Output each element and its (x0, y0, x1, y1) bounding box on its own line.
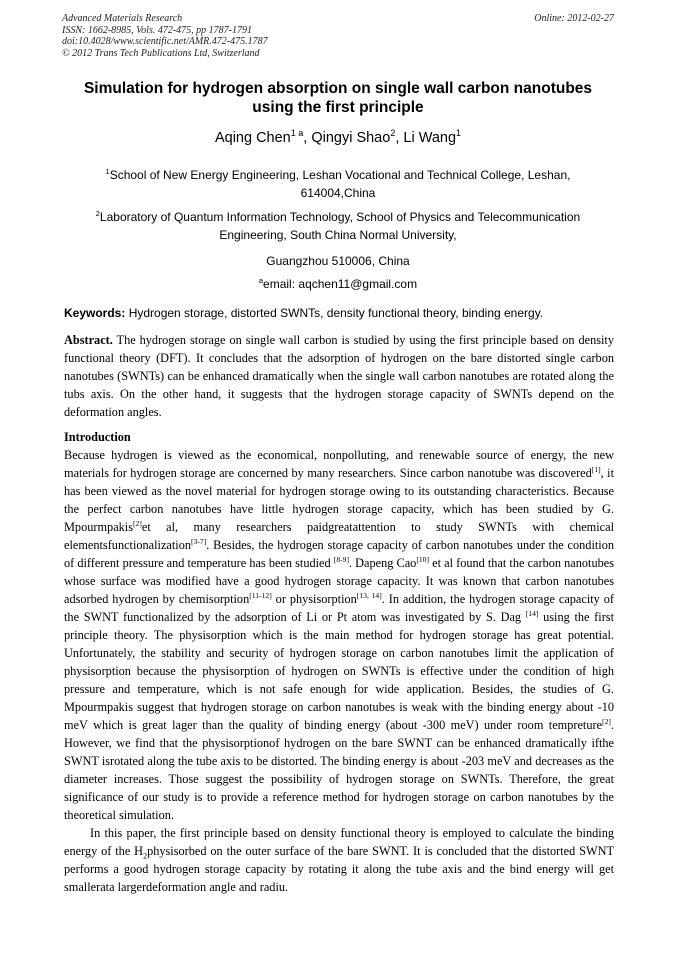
citation: [14] (525, 608, 539, 618)
author-2: Qingyi Shao (311, 130, 391, 146)
citation: [8-9] (333, 554, 349, 564)
affiliation-2-line-2: Engineering, South China Normal University, (219, 228, 457, 242)
citation: [1] (591, 464, 601, 474)
intro-text: Because hydrogen is viewed as the economical, nonpolluting, and renewable source of energy, the new materials for hydrogen storage are concerned by many researchers. Since carbon nanotube was discovered (64, 448, 614, 480)
author-list (62, 129, 614, 147)
abstract-text: The hydrogen storage on single wall carbon is studied by using the first principle based on density functional theory (DFT). It concludes that the adsorption of hydrogen on the bare distorted single carbon nanotubes (SWNTs) can be enhanced dramatically when the single wall carbon nanotubes are rotated along the tubs axis. On the other hand, it suggests that the hydrogen storage capacity of SWNTs depend on the deformation angles. (64, 333, 614, 419)
abstract (64, 331, 614, 421)
citation: [2] (602, 716, 611, 726)
affiliation-2-line-1 (62, 208, 614, 226)
title-line-2: using the first principle (252, 98, 424, 116)
affiliation-1-line-1 (62, 166, 614, 184)
author-sep-2: , (395, 130, 404, 146)
intro-text: . Besides, the hydrogen storage capacity of carbon nanotubes under the condition of different pressure and temperature has been studied (64, 538, 614, 570)
author-sep-1: , (303, 130, 312, 146)
journal-name: Advanced Materials Research (62, 13, 183, 24)
intro-text: . Dapeng Cao (349, 556, 417, 570)
keywords-text: Hydrogen storage, distorted SWNTs, density functional theory, binding energy. (125, 306, 544, 320)
intro-text: et al, many researchers paidgreatattention to study SWNTs with chemical elementsfunctionalization (64, 520, 614, 552)
citation: [13, 14] (356, 590, 382, 600)
keywords (64, 305, 616, 321)
intro-text: . In addition, the hydrogen storage capacity of the SWNT functionalized by the adsorption of Li or Pt atom was investigated by S. Dag (64, 592, 614, 624)
affiliation-2 (62, 208, 614, 244)
intro-text: , it has been viewed as the novel material for hydrogen storage owing to its outstanding characteristics. Because the perfect carbon nanotubes have little hydrogen storage capacity, which has been studied by G. Mpourmpakis (64, 466, 614, 534)
abstract-label: Abstract. (64, 333, 113, 347)
intro-text: et al found that the carbon nanotubes whose surface was modified have a good hydrogen storage capacity. It was known that carbon nanotubes adsorbed hydrogen by chemisorption (64, 556, 614, 606)
citation: [2] (133, 518, 142, 528)
introduction-paragraph-1 (64, 446, 614, 824)
author-1-sup: 1 a (290, 128, 304, 139)
author-3: Li Wang (403, 130, 457, 146)
citation: [10] (416, 554, 430, 564)
intro-text: physisorbed on the outer surface of the bare SWNT. It is concluded that the distorted SWNT performs a good hydrogen storage capacity by rotating it along the tube axis and the bind energy will get smallerata largerdeformation angle and radiu. (64, 844, 614, 894)
intro-text: or physisorption (271, 592, 357, 606)
email-sup: a (258, 276, 264, 285)
affiliation-1-line-2: 614004,China (300, 186, 376, 200)
intro-text: using the first principle theory. The physisorption which is the main method for hydrogen storage has great potential. Unfortunately, the stability and security of hydrogen storage on carbon nanotubes limit the application of physisorption because the physisorption of hydrogen on SWNTs is effective under the condition of high pressure and temperature, which is not safe enough for wide application. Besides, the studies of G. Mpourmpakis suggest that hydrogen storage on carbon nanotubes is weak with the binding energy about -10 meV which is great lager than the quality of binding energy (about -300 meV) under room tempreture (64, 610, 614, 732)
author-2-sup: 2 (390, 128, 396, 139)
affiliation-1-text: School of New Energy Engineering, Leshan Vocational and Technical College, Leshan, (109, 168, 571, 182)
copyright-line: © 2012 Trans Tech Publications Ltd, Switzerland (62, 47, 260, 59)
issn-line: ISSN: 1662-8985, Vols. 472-475, pp 1787-1791 (62, 24, 252, 36)
affiliation-2-text: Laboratory of Quantum Information Technology, School of Physics and Telecommunication (99, 210, 581, 224)
intro-text: In this paper, the first principle based on density functional theory is employed to calculate the binding energy of the H (64, 826, 614, 858)
intro-text: . However, we find that the physisorptionof hydrogen on the bare SWNT can be enhanced dramatically ifthe SWNT isrotated along the tube axis to be distorted. The binding energy is about -203 meV and decreases as the diameter increases. Those suggest the possibility of hydrogen storage on SWNTs. Therefore, the great significance of our study is to provide a reference method for hydrogen storage on carbon nanotubes by the theoretical simulation. (64, 718, 614, 822)
author-1: Aqing Chen (214, 130, 291, 146)
introduction-heading: Introduction (64, 430, 131, 444)
title-line-1: Simulation for hydrogen absorption on single wall carbon nanotubes (83, 80, 593, 97)
author-3-sup: 1 (456, 128, 462, 139)
affiliation-2-sup: 2 (95, 209, 100, 218)
introduction-body (64, 446, 614, 896)
email-text: email: aqchen11@gmail.com (263, 277, 418, 291)
affiliation-2-city: Guangzhou 510006, China (266, 254, 410, 268)
paper-title (62, 80, 614, 117)
affiliation-1-sup: 1 (105, 167, 110, 176)
introduction-paragraph-2 (64, 824, 614, 896)
online-date: Online: 2012-02-27 (534, 13, 614, 24)
citation: [11-12] (249, 590, 272, 600)
subscript: 2 (143, 851, 148, 861)
citation: [3-7] (191, 536, 207, 546)
keywords-label: Keywords: (64, 306, 126, 320)
affiliation-1 (62, 166, 614, 202)
doi-line: doi:10.4028/www.scientific.net/AMR.472-475.1787 (62, 36, 268, 47)
email-line (62, 275, 614, 293)
journal-header (62, 13, 268, 59)
